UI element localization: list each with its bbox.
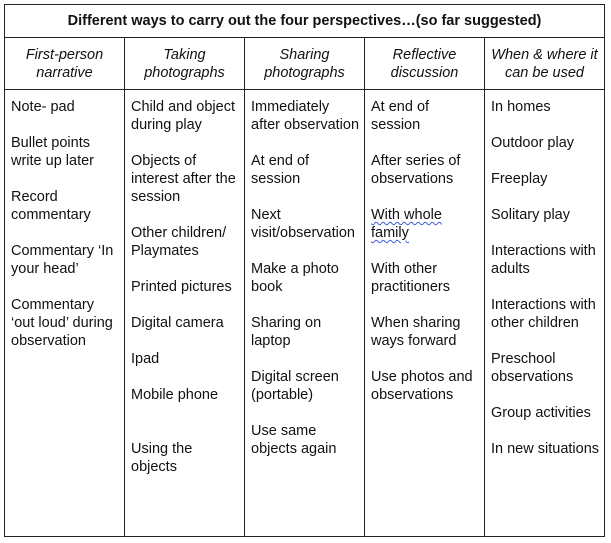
- column-taking-photographs: [125, 38, 245, 536]
- table-title: Different ways to carry out the four perspectives…(so far suggested): [5, 5, 604, 38]
- list-item: Objects of interest after the session: [131, 153, 236, 205]
- list-item: Record commentary: [11, 189, 91, 223]
- table-columns: [5, 38, 604, 536]
- column-items: [5, 90, 124, 536]
- list-item: At end of session: [251, 153, 310, 187]
- list-item: Use same objects again: [251, 423, 337, 457]
- list-item: Sharing on laptop: [251, 315, 322, 349]
- list-item: Preschool observations: [491, 351, 574, 385]
- list-item: Digital screen (portable): [251, 369, 339, 403]
- list-item: With whole family: [371, 207, 442, 241]
- column-header: Taking photographs: [125, 38, 244, 90]
- list-item: Interactions with other children: [491, 297, 596, 331]
- column-header: When & where it can be used: [485, 38, 604, 90]
- list-item: Immediately after observation: [251, 99, 360, 133]
- list-item: Solitary play: [491, 207, 570, 223]
- list-item: Note- pad: [11, 99, 75, 115]
- list-item: Next visit/observation: [251, 207, 355, 241]
- list-item: In homes: [491, 99, 551, 115]
- list-item: Mobile phone: [131, 387, 219, 403]
- list-item: With other practitioners: [371, 261, 450, 295]
- list-item: Use photos and observations: [371, 369, 473, 403]
- list-item: Make a photo book: [251, 261, 339, 295]
- list-item: After series of observations: [371, 153, 461, 187]
- list-item: Child and object during play: [131, 99, 235, 133]
- list-item: Ipad: [131, 351, 160, 367]
- list-item: Printed pictures: [131, 279, 232, 295]
- list-item: Freeplay: [491, 171, 548, 187]
- list-item: Commentary ‘out loud’ during observation: [11, 297, 113, 349]
- column-first-person-narrative: [5, 38, 125, 536]
- list-item: In new situations: [491, 441, 600, 457]
- column-items: [485, 90, 604, 536]
- column-header: Reflective discussion: [365, 38, 484, 90]
- column-header: First-person narrative: [5, 38, 124, 90]
- column-reflective-discussion: [365, 38, 485, 536]
- list-item: Commentary ‘In your head’: [11, 243, 114, 277]
- column-items: [365, 90, 484, 536]
- list-item: Bullet points write up later: [11, 135, 95, 169]
- column-header: Sharing photographs: [245, 38, 364, 90]
- list-item: Interactions with adults: [491, 243, 596, 277]
- list-item: Group activities: [491, 405, 591, 421]
- list-item: Digital camera: [131, 315, 224, 331]
- list-item: Using the objects: [131, 441, 193, 475]
- list-item: Other children/ Playmates: [131, 225, 227, 259]
- column-items: [125, 90, 244, 536]
- column-when-where-used: [485, 38, 604, 536]
- list-item: When sharing ways forward: [371, 315, 461, 349]
- column-sharing-photographs: [245, 38, 365, 536]
- list-item: At end of session: [371, 99, 430, 133]
- list-item: Outdoor play: [491, 135, 575, 151]
- column-items: [245, 90, 364, 536]
- perspectives-table: [4, 4, 605, 537]
